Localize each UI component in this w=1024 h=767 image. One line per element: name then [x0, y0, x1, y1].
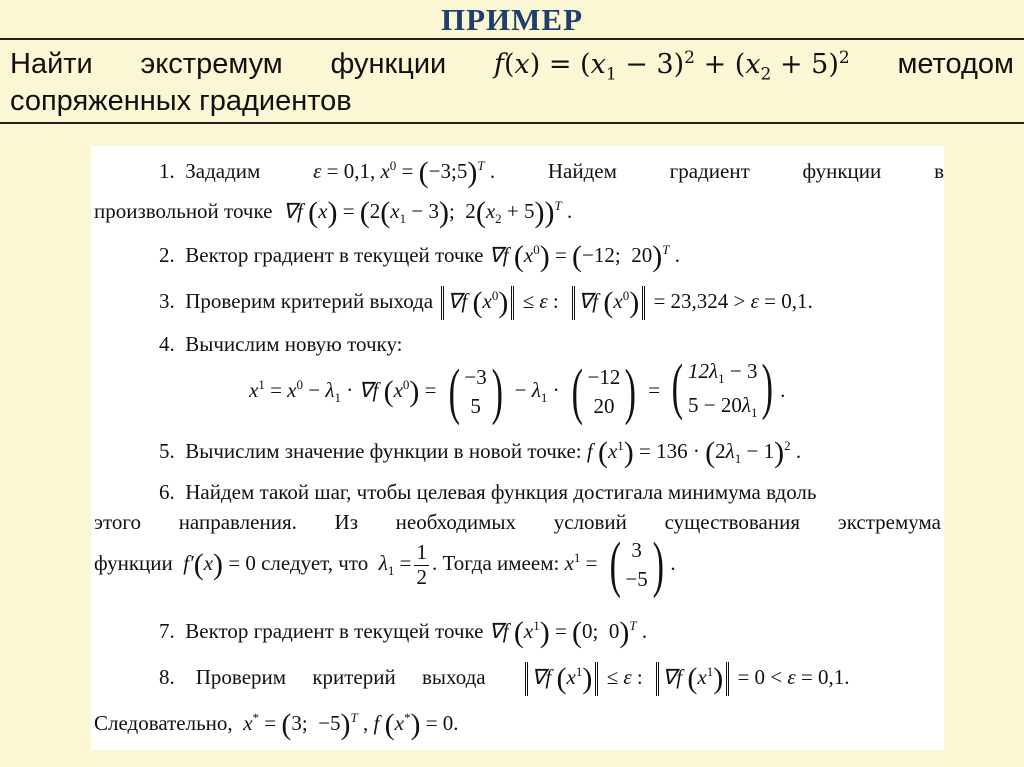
conclusion-text: Следовательно,	[94, 711, 233, 735]
step-2-text: Вектор градиент в текущей точке	[185, 243, 484, 267]
step-1-line-1	[91, 156, 944, 190]
task-line-2: сопряженных градиентов	[10, 85, 352, 117]
task-word-find: Найти	[10, 48, 93, 80]
step-6-word-follows: следует, что	[261, 550, 369, 575]
task-formula: $f(x) = (x_1 - 3)^2 + (x_2 + 5)^2$	[493, 48, 850, 85]
step-6-word: этого	[94, 510, 142, 534]
step-3-text: Проверим критерий выхода	[185, 289, 434, 313]
task-word-extremum: экстремум	[140, 48, 283, 80]
step-6-number: 6.	[159, 480, 175, 504]
step-8-word: Проверим	[195, 665, 287, 689]
step-2-math: ∇f $(x^0) = (-12$; 20)$^T$ .	[488, 240, 680, 273]
step-6-word: необходимых	[395, 510, 517, 534]
step-6-math-x1: $x^1$ =	[564, 549, 598, 575]
step-1-math-init: ε = 0,1, $x^0$ = (−3;5)$^T$ .	[313, 156, 496, 189]
step-3-math: ∇f $(x^0) \le \varepsilon$ : ∇f $(x^0) = 23,324 > \varepsilon = 0,1$.	[438, 289, 812, 313]
step-6-word: Из	[334, 510, 358, 534]
step-6-word: существования	[664, 510, 801, 534]
step-6-math-lambda: $\lambda_1$ = $\frac{1}{2}$ .	[373, 540, 438, 589]
step-8-number: 8.	[159, 665, 175, 689]
step-8-word: критерий	[312, 665, 396, 689]
step-1-line-2-text: произвольной точке	[94, 199, 273, 223]
step-7-math: ∇f $(x^1) = (0$; 0)$^T$ .	[488, 616, 648, 649]
step-4-number: 4.	[159, 332, 175, 356]
step-2-number: 2.	[159, 243, 175, 267]
vector-gradient-x0: ( −12 20 )	[571, 358, 637, 427]
vector-x1: ( 3 −5 )	[609, 531, 664, 599]
vector-x1-lambda: ( $12\lambda_1 - 3$ $5 - 20\lambda_1$ )	[672, 353, 774, 421]
task-word-method: методом	[897, 48, 1014, 80]
step-6-line-1-text: Найдем такой шаг, чтобы целевая функция достигала минимума вдоль	[185, 480, 817, 504]
step-6-word: экстремума	[837, 510, 941, 534]
step-5-math: f $(x^1) = 136 \cdot (2\lambda_1 - 1)^2$ .	[586, 436, 802, 469]
step-6-line-2	[94, 510, 941, 535]
step-5-number: 5.	[159, 439, 175, 463]
step-6-math-derivative: f′(x) = 0	[178, 547, 256, 581]
step-1-word-function: функции	[802, 159, 882, 183]
step-5-text: Вычислим значение функции в новой точке:	[185, 439, 582, 463]
vector-x0: ( −3 5 )	[448, 358, 503, 427]
step-1-word-gradient: градиент	[669, 159, 750, 183]
step-6-line-3: функции f′(x) = 0 следует, что $\lambda_1$ = $\frac{1}{2}$ . Тогда имеем: $x^1$ = ( 3 −5 ) .	[94, 531, 676, 599]
step-1-word-in: в	[934, 159, 944, 183]
task-line-1	[10, 48, 1014, 84]
step-6-word: условий	[553, 510, 627, 534]
step-6-word: направления.	[178, 510, 297, 534]
step-7-number: 7.	[159, 619, 175, 643]
task-statement	[0, 38, 1024, 124]
step-4-text: Вычислим новую точку:	[185, 332, 403, 356]
step-7-text: Вектор градиент в текущей точке	[185, 619, 484, 643]
step-1-line-2	[94, 196, 947, 230]
step-6-word-function: функции	[94, 550, 173, 575]
step-8-word: выхода	[421, 665, 486, 689]
step-4-math: $x^1 = x^0 - \lambda_1 \cdot \nabla f$ $(x^0)$ = ( −3 5 ) − $\lambda_1$ · ( −12 20 ) = ( $12\lambda_1 - 3$ $5 - 20\lambda_1$ ) .	[249, 353, 786, 427]
step-6-word-then: Тогда имеем:	[442, 550, 560, 575]
conclusion	[94, 708, 947, 742]
slide-title: ПРИМЕР	[440, 2, 584, 37]
step-8-math: ∇f $(x^1) \le \varepsilon$ : ∇f $(x^1) = 0 < \varepsilon = 0,1$.	[522, 665, 849, 689]
step-8	[91, 662, 944, 696]
step-1-math-gradient: ∇f $(x) = (2(x_1 - 3)$; $2(x_2 + 5))^T$ .	[277, 196, 573, 229]
conclusion-math: x* = (3; −5)$^T$ , f (x*) = 0.	[237, 708, 459, 741]
step-3-number: 3.	[159, 289, 175, 313]
step-1-word-find: Найдем	[547, 159, 617, 183]
step-1-word: Зададим	[185, 159, 261, 183]
step-1-number: 1.	[159, 159, 175, 183]
solution-document	[91, 146, 944, 750]
task-word-function: функции	[330, 48, 447, 80]
